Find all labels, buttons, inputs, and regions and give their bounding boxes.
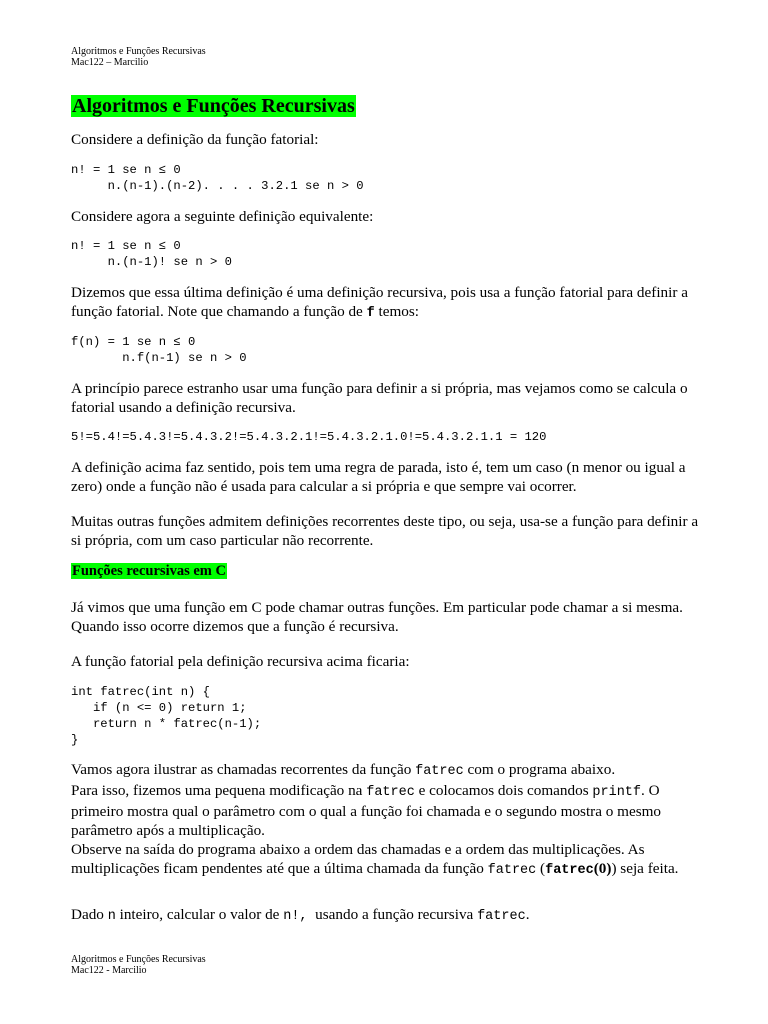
- paragraph-illustration: [71, 760, 711, 880]
- paragraph-stop-rule: A definição acima faz sentido, pois tem uma regra de parada, isto é, tem um caso (n menor ou igual a zero) onde a função não é usada para calcular a si própria e que sempre vai ocorrer.: [71, 459, 686, 495]
- inline-code: n!,: [283, 909, 308, 924]
- inline-code: f: [366, 306, 375, 321]
- text-span: Observe na saída do programa abaixo a ordem das chamadas e a ordem das multiplicações. As multiplicações ficam pendentes até que a última chamada da função: [71, 841, 645, 877]
- text-span: temos:: [374, 303, 420, 320]
- paragraph-principle: A princípio parece estranho usar uma função para definir a si própria, mas vejamos como se calcula o fatorial usando a definição recursiva.: [71, 380, 688, 416]
- code-fatrec-function: int fatrec(int n) { if (n <= 0) return 1; return n * fatrec(n-1); }: [71, 685, 262, 747]
- section-heading: [71, 562, 227, 580]
- text-span: Dado: [71, 906, 108, 923]
- text-span: Para isso, fizemos uma pequena modificação na: [71, 782, 367, 799]
- illustration-line-2: [71, 781, 711, 840]
- section-heading-text: Funções recursivas em C: [72, 563, 226, 579]
- text-span: ) seja feita.: [611, 860, 679, 877]
- code-factorial-def: n! = 1 se n ≤ 0 n.(n-1).(n-2). . . . 3.2.1 se n > 0: [71, 163, 364, 193]
- text-span: .: [525, 906, 530, 923]
- inline-code: fatrec: [477, 909, 526, 924]
- text-span: . O primeiro mostra qual o parâmetro com o qual a função foi chamada e o segundo mostra o mesmo parâmetro após a multiplicação.: [71, 782, 662, 839]
- code-factorial-recursive-def: n! = 1 se n ≤ 0 n.(n-1)! se n > 0: [71, 239, 232, 269]
- text-span: Vamos agora ilustrar as chamadas recorrentes da função: [71, 761, 416, 778]
- inline-code-bold: fatrec: [545, 863, 594, 878]
- text-span: (: [536, 860, 546, 877]
- text-span: inteiro, calcular o valor de: [115, 906, 284, 923]
- inline-code: fatrec: [366, 785, 415, 800]
- text-span: com o programa abaixo.: [463, 761, 616, 778]
- header-line-1: Algoritmos e Funções Recursivas: [71, 46, 206, 57]
- bold-arg: (0): [593, 860, 612, 877]
- paragraph-fatorial-c: A função fatorial pela definição recursiva acima ficaria:: [71, 653, 410, 670]
- page-title: [71, 94, 356, 118]
- page-footer: [71, 954, 206, 976]
- code-factorial-expansion: 5!=5.4!=5.4.3!=5.4.3.2!=5.4.3.2.1!=5.4.3.2.1.0!=5.4.3.2.1.1 = 120: [71, 430, 547, 444]
- illustration-line-1: [71, 760, 711, 781]
- paragraph-c-recursion: Já vimos que uma função em C pode chamar outras funções. Em particular pode chamar a si mesma. Quando isso ocorre dizemos que a função é recursiva.: [71, 599, 683, 635]
- paragraph-equivalent: Considere agora a seguinte definição equivalente:: [71, 208, 374, 225]
- text-span: usando a função recursiva: [307, 906, 478, 923]
- page-title-text: Algoritmos e Funções Recursivas: [72, 95, 355, 117]
- paragraph-recursive-explanation: [71, 283, 711, 323]
- footer-line-2: Mac122 - Marcilio: [71, 965, 147, 976]
- page-header: [71, 46, 206, 68]
- code-f-def: f(n) = 1 se n ≤ 0 n.f(n-1) se n > 0: [71, 335, 247, 365]
- inline-code: printf: [592, 785, 642, 800]
- paragraph-exercise: [71, 905, 711, 926]
- text-span: e colocamos dois comandos: [414, 782, 593, 799]
- inline-code: fatrec: [487, 863, 537, 878]
- footer-line-1: Algoritmos e Funções Recursivas: [71, 954, 206, 965]
- inline-code: n: [107, 909, 116, 924]
- paragraph-other-functions: Muitas outras funções admitem definições recorrentes deste tipo, ou seja, usa-se a função para definir a si própria, com um caso particular não recorrente.: [71, 513, 699, 549]
- text-span: Dizemos que essa última definição é uma definição recursiva, pois usa a função fatorial para definir a função fatorial. Note que chamando a função de: [71, 284, 688, 320]
- inline-code: fatrec: [415, 764, 464, 779]
- paragraph-intro: Considere a definição da função fatorial:: [71, 131, 319, 148]
- header-line-2: Mac122 – Marcilio: [71, 57, 149, 68]
- illustration-line-3: [71, 840, 711, 880]
